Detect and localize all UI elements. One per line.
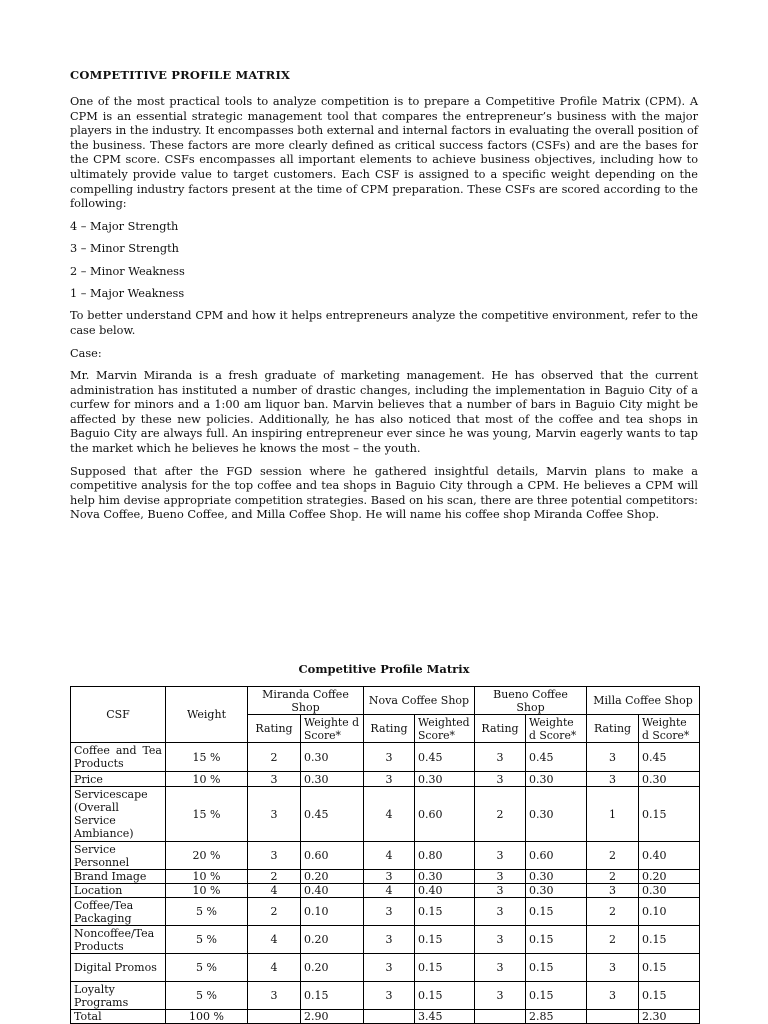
weighted-score-cell: 0.15 bbox=[526, 926, 587, 954]
weighted-score-cell: 0.30 bbox=[526, 884, 587, 898]
weighted-score-cell: 0.15 bbox=[639, 982, 700, 1010]
scale-item-2: 2 – Minor Weakness bbox=[70, 264, 185, 278]
csf-cell: Loyalty Programs bbox=[71, 982, 166, 1010]
weighted-score-cell: 0.30 bbox=[639, 772, 700, 787]
document-body bbox=[70, 68, 698, 531]
case-paragraph-1: Mr. Marvin Miranda is a fresh graduate of marketing management. He has observed that the current administration has instituted a number of drastic changes, including the implementation in Baguio City of a curfew for minors and a 1:00 am liquor ban. Marvin believes that a number of bars in Baguio City might be affected by these new policies. Additionally, he has also noticed that most of the coffee and tea shops in Baguio City are always full. An inspiring entrepreneur ever since he was young, Marvin eagerly wants to tap the market which he believes he knows the most – the youth. bbox=[70, 369, 698, 456]
weighted-score-cell: 0.30 bbox=[415, 772, 475, 787]
weighted-score-cell: 0.15 bbox=[301, 982, 364, 1010]
total-weighted-score: 2.85 bbox=[526, 1010, 587, 1024]
weighted-score-cell: 0.30 bbox=[526, 772, 587, 787]
rating-cell: 4 bbox=[248, 884, 301, 898]
header-rating-bueno: Rating bbox=[475, 715, 526, 743]
rating-cell: 4 bbox=[364, 842, 415, 870]
scale-item-3: 3 – Minor Strength bbox=[70, 242, 179, 256]
csf-cell: Coffee/Tea Packaging bbox=[71, 898, 166, 926]
weighted-score-cell: 0.40 bbox=[415, 884, 475, 898]
rating-cell: 2 bbox=[587, 870, 639, 884]
weighted-score-cell: 0.60 bbox=[526, 842, 587, 870]
rating-cell: 3 bbox=[364, 772, 415, 787]
weighted-score-cell: 0.40 bbox=[639, 842, 700, 870]
weighted-score-cell: 0.15 bbox=[415, 926, 475, 954]
weighted-score-cell: 0.30 bbox=[526, 787, 587, 842]
csf-cell: Coffee and Tea Products bbox=[71, 743, 166, 772]
rating-cell: 3 bbox=[364, 954, 415, 982]
rating-cell: 3 bbox=[475, 772, 526, 787]
rating-cell: 3 bbox=[475, 926, 526, 954]
weight-cell: 5 % bbox=[166, 982, 248, 1010]
rating-cell: 4 bbox=[248, 926, 301, 954]
header-csf: CSF bbox=[71, 687, 166, 743]
weighted-score-cell: 0.15 bbox=[526, 982, 587, 1010]
csf-cell: Brand Image bbox=[71, 870, 166, 884]
csf-cell: Servicescape (Overall Service Ambiance) bbox=[71, 787, 166, 842]
rating-cell: 2 bbox=[587, 898, 639, 926]
rating-cell: 2 bbox=[248, 898, 301, 926]
weighted-score-cell: 0.30 bbox=[526, 870, 587, 884]
weighted-score-cell: 0.60 bbox=[415, 787, 475, 842]
weight-cell: 10 % bbox=[166, 884, 248, 898]
table-row bbox=[71, 787, 700, 842]
table-row bbox=[71, 842, 700, 870]
header-weight: Weight bbox=[166, 687, 248, 743]
weighted-score-cell: 0.15 bbox=[639, 954, 700, 982]
table-row bbox=[71, 954, 700, 982]
rating-cell: 3 bbox=[248, 982, 301, 1010]
csf-cell: Noncoffee/Tea Products bbox=[71, 926, 166, 954]
transition-paragraph: To better understand CPM and how it helps entrepreneurs analyze the competitive environment, refer to the case below. bbox=[70, 309, 698, 337]
weighted-score-cell: 0.30 bbox=[301, 772, 364, 787]
rating-cell: 2 bbox=[248, 743, 301, 772]
weight-cell: 10 % bbox=[166, 870, 248, 884]
rating-cell: 3 bbox=[475, 884, 526, 898]
rating-cell: 3 bbox=[587, 743, 639, 772]
table-row bbox=[71, 743, 700, 772]
scale-item-1: 1 – Major Weakness bbox=[70, 286, 185, 300]
weighted-score-cell: 0.10 bbox=[639, 898, 700, 926]
weighted-score-cell: 0.10 bbox=[301, 898, 364, 926]
total-weighted-score: 2.90 bbox=[301, 1010, 364, 1024]
header-shop-bueno: Bueno Coffee Shop bbox=[475, 687, 587, 715]
rating-cell: 3 bbox=[587, 772, 639, 787]
rating-cell: 2 bbox=[475, 787, 526, 842]
weight-cell: 20 % bbox=[166, 842, 248, 870]
rating-cell: 3 bbox=[248, 787, 301, 842]
rating-cell: 4 bbox=[364, 884, 415, 898]
header-rating-miranda: Rating bbox=[248, 715, 301, 743]
weighted-score-cell: 0.20 bbox=[301, 954, 364, 982]
rating-cell: 3 bbox=[475, 982, 526, 1010]
weighted-score-cell: 0.60 bbox=[301, 842, 364, 870]
rating-cell: 4 bbox=[364, 787, 415, 842]
rating-cell: 3 bbox=[475, 743, 526, 772]
rating-cell: 1 bbox=[587, 787, 639, 842]
intro-paragraph: One of the most practical tools to analyze competition is to prepare a Competitive Profile Matrix (CPM). A CPM is an essential strategic management tool that compares the entrepreneur’s business with the major players in the industry. It encompasses both external and internal factors in evaluating the overall position of the business. These factors are more clearly defined as critical success factors (CSFs) and are the bases for the CPM score. CSFs encompasses all important elements to achieve business objectives, including how to ultimately provide value to target customers. Each CSF is assigned to a specific weight depending on the compelling industry factors present at the time of CPM preparation. These CSFs are scored according to the following: bbox=[70, 95, 698, 211]
header-score-bueno: Weighte d Score* bbox=[526, 715, 587, 743]
total-rating-blank bbox=[475, 1010, 526, 1024]
total-rating-blank bbox=[248, 1010, 301, 1024]
total-weighted-score: 3.45 bbox=[415, 1010, 475, 1024]
weighted-score-cell: 0.45 bbox=[301, 787, 364, 842]
weighted-score-cell: 0.30 bbox=[639, 884, 700, 898]
header-shop-milla: Milla Coffee Shop bbox=[587, 687, 700, 715]
weight-cell: 15 % bbox=[166, 743, 248, 772]
weighted-score-cell: 0.45 bbox=[639, 743, 700, 772]
rating-cell: 3 bbox=[475, 898, 526, 926]
weighted-score-cell: 0.15 bbox=[639, 926, 700, 954]
case-paragraph-2: Supposed that after the FGD session where he gathered insightful details, Marvin plans to make a competitive analysis for the top coffee and tea shops in Baguio City through a CPM. He believes a CPM will help him devise appropriate competition strategies. Based on his scan, there are three potential competitors: Nova Coffee, Bueno Coffee, and Milla Coffee Shop. He will name his coffee shop Miranda Coffee Shop. bbox=[70, 464, 698, 522]
weighted-score-cell: 0.30 bbox=[301, 743, 364, 772]
total-rating-blank bbox=[587, 1010, 639, 1024]
rating-cell: 3 bbox=[364, 926, 415, 954]
table-title: Competitive Profile Matrix bbox=[298, 662, 470, 676]
rating-cell: 3 bbox=[587, 982, 639, 1010]
total-rating-blank bbox=[364, 1010, 415, 1024]
weighted-score-cell: 0.15 bbox=[639, 787, 700, 842]
rating-cell: 3 bbox=[587, 884, 639, 898]
table-body bbox=[71, 743, 700, 1024]
rating-cell: 3 bbox=[248, 772, 301, 787]
csf-cell: Digital Promos bbox=[71, 954, 166, 982]
rating-cell: 3 bbox=[587, 954, 639, 982]
header-shop-nova: Nova Coffee Shop bbox=[364, 687, 475, 715]
table-row bbox=[71, 772, 700, 787]
csf-cell: Service Personnel bbox=[71, 842, 166, 870]
weighted-score-cell: 0.15 bbox=[526, 898, 587, 926]
weight-cell: 10 % bbox=[166, 772, 248, 787]
rating-cell: 3 bbox=[475, 842, 526, 870]
case-label: Case: bbox=[70, 346, 102, 360]
weight-cell: 5 % bbox=[166, 898, 248, 926]
weighted-score-cell: 0.15 bbox=[415, 898, 475, 926]
table-row bbox=[71, 982, 700, 1010]
rating-cell: 3 bbox=[364, 870, 415, 884]
header-shop-miranda: Miranda Coffee Shop bbox=[248, 687, 364, 715]
rating-cell: 2 bbox=[587, 842, 639, 870]
table-row bbox=[71, 926, 700, 954]
rating-cell: 3 bbox=[475, 870, 526, 884]
total-weighted-score: 2.30 bbox=[639, 1010, 700, 1024]
csf-cell: Location bbox=[71, 884, 166, 898]
rating-cell: 4 bbox=[248, 954, 301, 982]
weighted-score-cell: 0.30 bbox=[415, 870, 475, 884]
weight-cell: 5 % bbox=[166, 954, 248, 982]
rating-cell: 2 bbox=[248, 870, 301, 884]
rating-cell: 3 bbox=[364, 898, 415, 926]
rating-cell: 3 bbox=[364, 743, 415, 772]
rating-cell: 3 bbox=[364, 982, 415, 1010]
weighted-score-cell: 0.15 bbox=[526, 954, 587, 982]
total-label: Total bbox=[71, 1010, 166, 1024]
document-heading: COMPETITIVE PROFILE MATRIX bbox=[70, 68, 291, 82]
rating-cell: 3 bbox=[475, 954, 526, 982]
rating-cell: 3 bbox=[248, 842, 301, 870]
header-rating-nova: Rating bbox=[364, 715, 415, 743]
rating-cell: 2 bbox=[587, 926, 639, 954]
weighted-score-cell: 0.45 bbox=[415, 743, 475, 772]
weighted-score-cell: 0.45 bbox=[526, 743, 587, 772]
table-row bbox=[71, 898, 700, 926]
weighted-score-cell: 0.20 bbox=[301, 926, 364, 954]
header-score-milla: Weighte d Score* bbox=[639, 715, 700, 743]
total-row bbox=[71, 1010, 700, 1024]
weighted-score-cell: 0.20 bbox=[301, 870, 364, 884]
weighted-score-cell: 0.40 bbox=[301, 884, 364, 898]
weighted-score-cell: 0.20 bbox=[639, 870, 700, 884]
csf-cell: Price bbox=[71, 772, 166, 787]
header-rating-milla: Rating bbox=[587, 715, 639, 743]
header-score-nova: Weighted Score* bbox=[415, 715, 475, 743]
table-row bbox=[71, 884, 700, 898]
weight-cell: 5 % bbox=[166, 926, 248, 954]
weight-cell: 15 % bbox=[166, 787, 248, 842]
scale-item-4: 4 – Major Strength bbox=[70, 219, 179, 233]
total-weight: 100 % bbox=[166, 1010, 248, 1024]
header-score-miranda: Weighte d Score* bbox=[301, 715, 364, 743]
weighted-score-cell: 0.15 bbox=[415, 954, 475, 982]
competitive-profile-matrix-table bbox=[70, 686, 700, 1024]
weighted-score-cell: 0.15 bbox=[415, 982, 475, 1010]
table-row bbox=[71, 870, 700, 884]
table-header-row-1 bbox=[71, 687, 700, 715]
weighted-score-cell: 0.80 bbox=[415, 842, 475, 870]
